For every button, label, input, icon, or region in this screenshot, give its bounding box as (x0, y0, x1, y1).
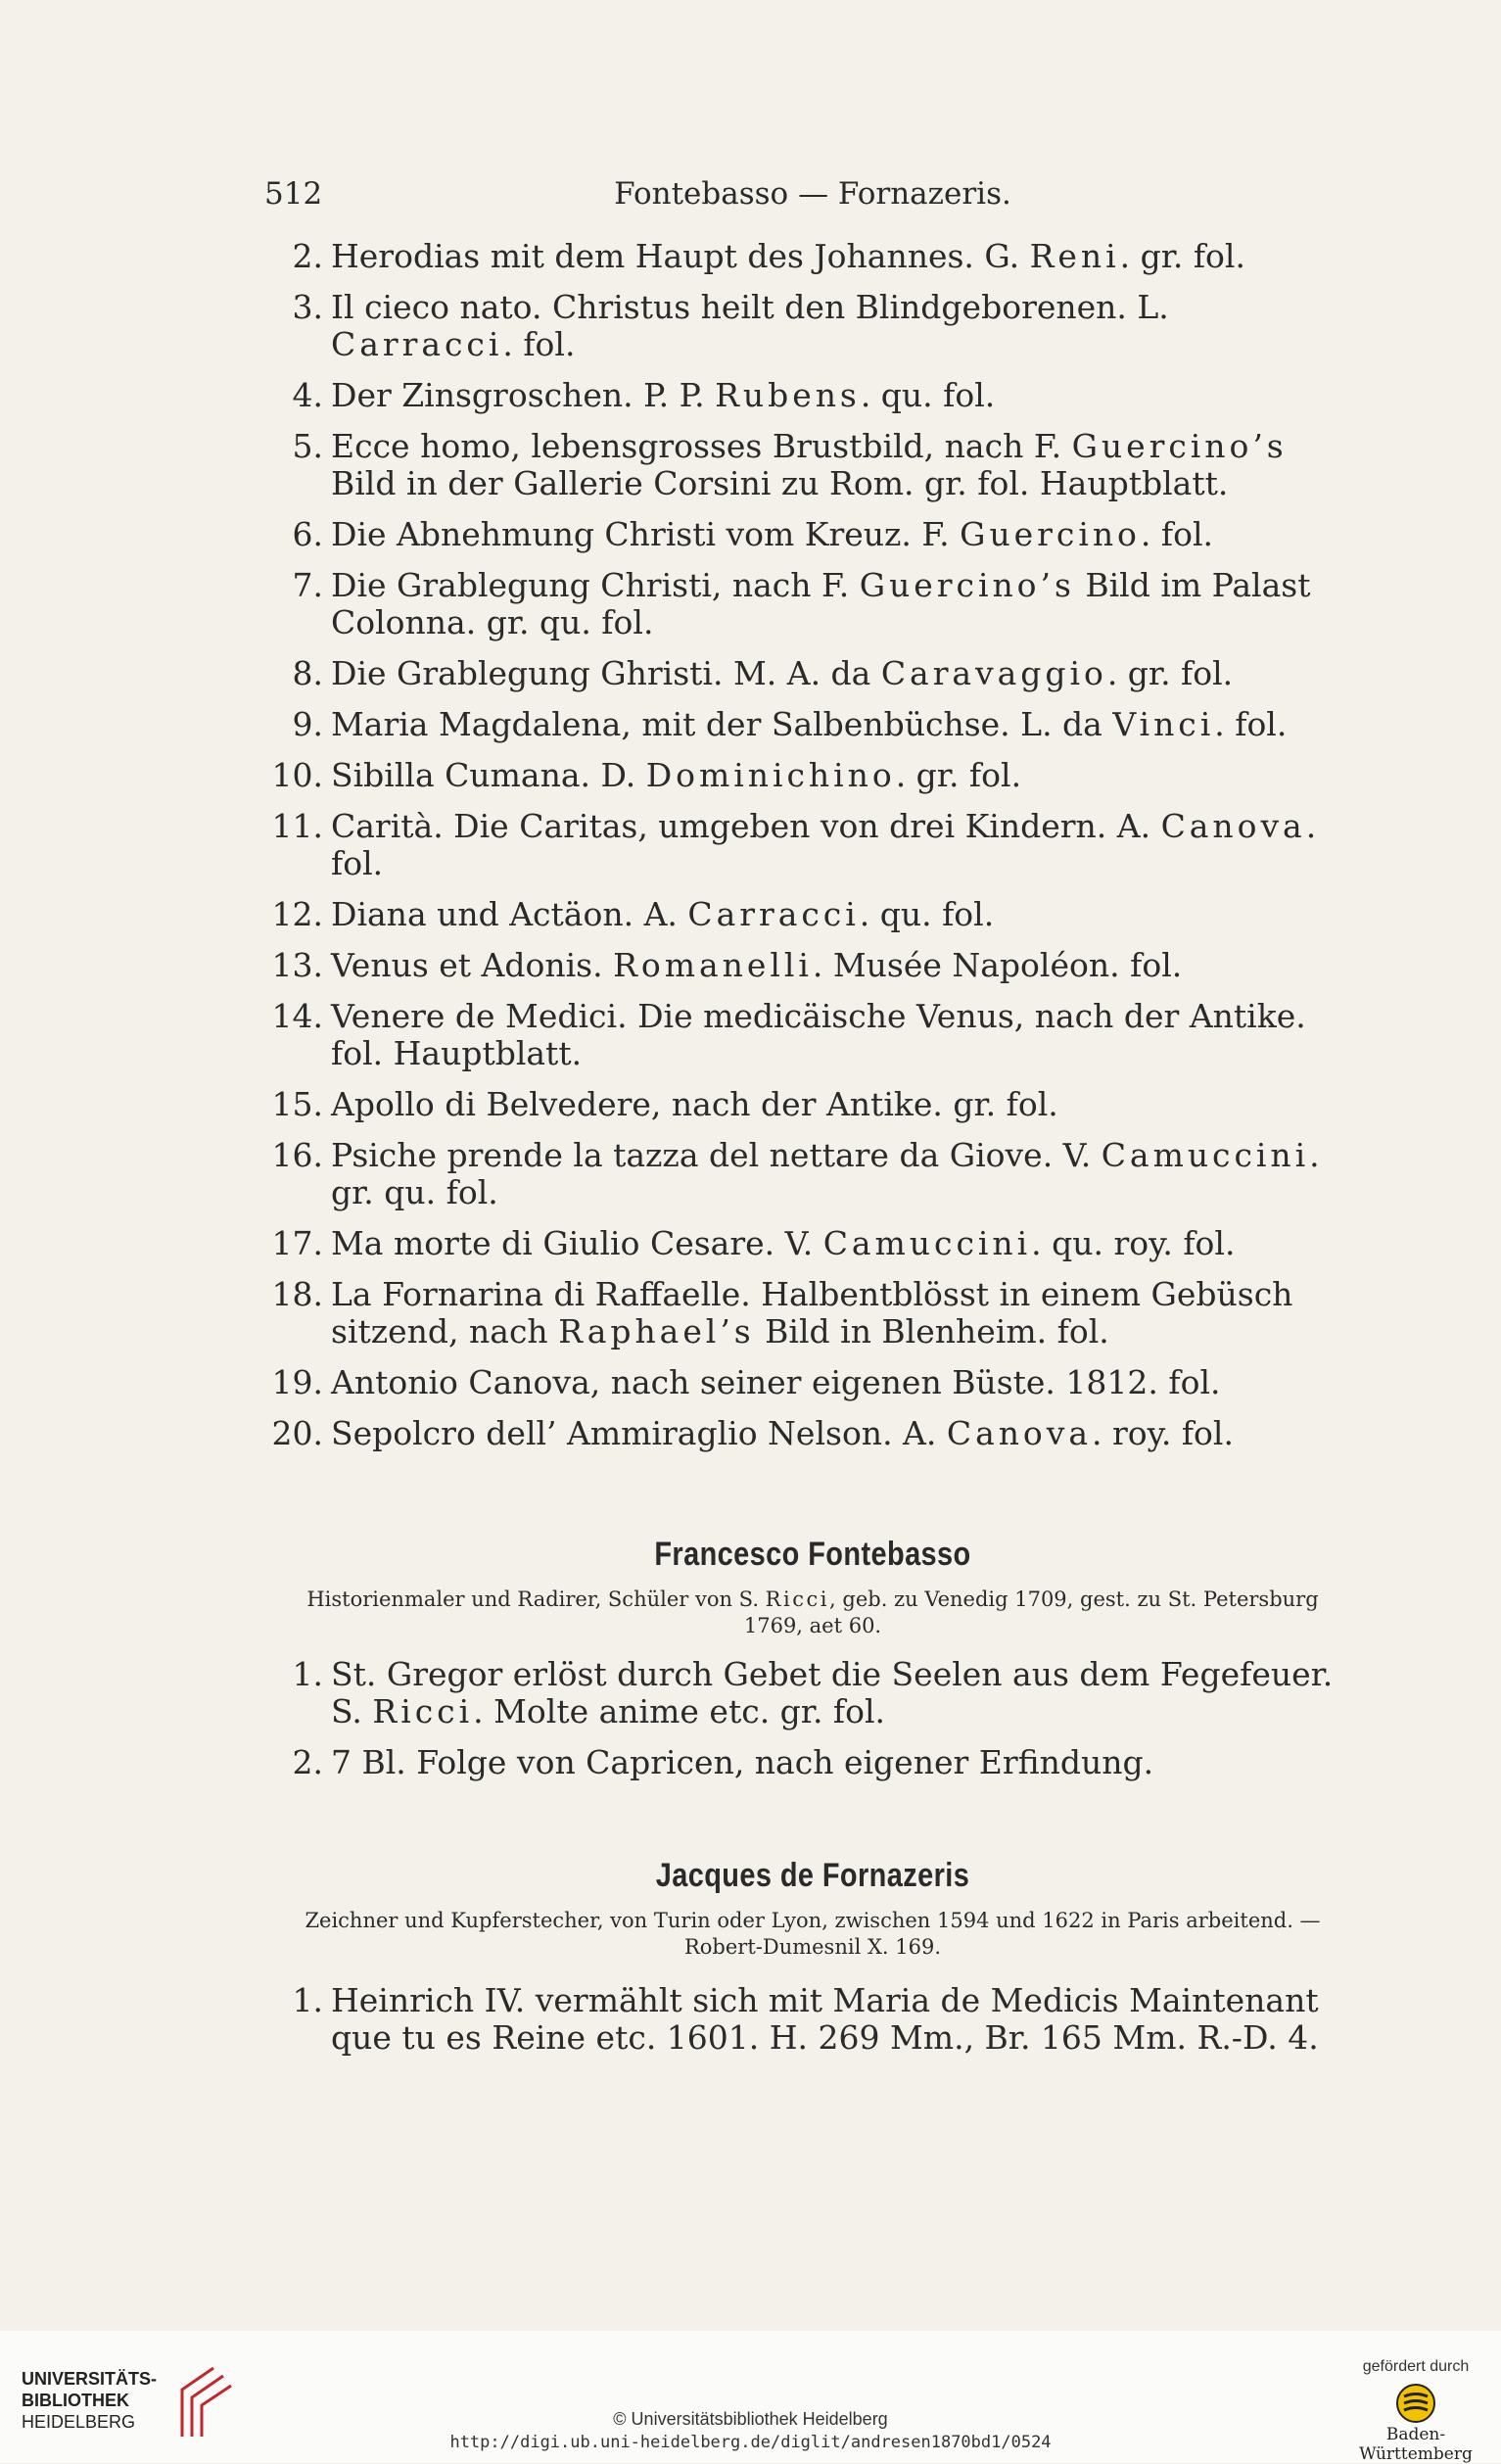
funder-name: Baden-Württemberg (1359, 2425, 1473, 2464)
entry-text: La Fornarina di Raffaelle. Halbentblösst in einem Gebüsch sitzend, nach (331, 1275, 1293, 1350)
catalogue-entry (264, 655, 1361, 692)
entry-number: 10. (271, 756, 323, 794)
entry-text: Psiche prende la tazza del nettare da Giove. V. (331, 1136, 1102, 1174)
entry-description (331, 896, 1361, 933)
entry-text: . fol. (1214, 705, 1288, 743)
artist-name: Guercino’s (1071, 427, 1288, 465)
catalogue-entry (264, 757, 1361, 794)
entry-description (331, 1225, 1361, 1262)
entry-number: 16. (271, 1136, 323, 1174)
entry-description (331, 1656, 1361, 1730)
library-name-line1: UNIVERSITÄTS- (22, 2369, 158, 2389)
entry-text: Zeichner und Kupferstecher, von Turin oder Lyon, zwischen 1594 und 1622 in Paris arbeitend. — Robert-Dumesnil X. 169. (305, 1909, 1321, 1959)
artist-name: Guercino’s (859, 566, 1075, 604)
entry-text: Bild im Palast Colonna. gr. qu. fol. (331, 566, 1311, 641)
artist-name: Ricci (372, 1692, 474, 1730)
entry-text: Ma morte di Giulio Cesare. V. (331, 1224, 823, 1262)
catalogue-list-fornazeris (264, 1982, 1361, 2070)
artist-name: Raphael’s (558, 1312, 755, 1350)
entry-number: 18. (271, 1275, 323, 1313)
entry-number: 15. (271, 1085, 323, 1123)
artist-name: Camuccini (822, 1224, 1032, 1262)
page-title: Fontebasso — Fornazeris. (614, 176, 1011, 212)
catalogue-entry (264, 896, 1361, 933)
entry-description (331, 706, 1361, 743)
funded-by-label: gefördert durch (1362, 2358, 1470, 2375)
entry-description (331, 1137, 1361, 1211)
entry-description (331, 947, 1361, 984)
entry-description (331, 757, 1361, 794)
catalogue-entry (264, 238, 1361, 275)
catalogue-entry (264, 1364, 1361, 1401)
artist-name: Carracci (687, 895, 860, 933)
entry-text: Ecce homo, lebensgrosses Brustbild, nach F. (331, 427, 1072, 465)
artist-name: Caravaggio (880, 654, 1107, 692)
catalogue-list-fontebasso (264, 1656, 1361, 1795)
entry-text: Der Zinsgroschen. P. P. (331, 376, 716, 414)
entry-text: . gr. qu. fol. (331, 1136, 1320, 1211)
entry-number: 11. (271, 807, 323, 845)
entry-text: . Musée Napoléon. fol. (812, 946, 1183, 984)
catalogue-entry (264, 706, 1361, 743)
entry-description (331, 428, 1361, 502)
entry-description (331, 655, 1361, 692)
catalogue-entry (264, 428, 1361, 502)
entry-description (331, 516, 1361, 553)
entry-number: 7. (292, 566, 323, 604)
entry-text: . roy. fol. (1091, 1414, 1234, 1452)
entry-description (331, 808, 1361, 882)
catalogue-entry (264, 1086, 1361, 1123)
catalogue-entry (264, 1982, 1361, 2057)
entry-text: Sepolcro dell’ Ammiraglio Nelson. A. (331, 1414, 947, 1452)
entry-number: 8. (292, 654, 323, 692)
entry-description (331, 238, 1361, 275)
entry-description (331, 567, 1361, 641)
entry-text: . qu. fol. (860, 376, 996, 414)
library-name-line2: BIBLIOTHEK (22, 2391, 129, 2410)
entry-text: Maria Magdalena, mit der Salbenbüchse. L. da (331, 705, 1113, 743)
entry-text: Die Grablegung Christi, nach F. (331, 566, 860, 604)
entry-text: Die Grablegung Ghristi. M. A. da (331, 654, 881, 692)
catalogue-entry (264, 808, 1361, 882)
catalogue-entry (264, 1225, 1361, 1262)
entry-number: 1. (292, 1655, 323, 1693)
catalogue-list (264, 238, 1361, 1466)
section-title-fontebasso: Francesco Fontebasso (654, 1536, 971, 1573)
entry-number: 2. (292, 237, 323, 275)
artist-name: Canova (1160, 807, 1306, 845)
entry-text: . qu. fol. (859, 895, 995, 933)
entry-description (331, 1086, 1361, 1123)
entry-number: 6. (292, 515, 323, 553)
section-bio-fontebasso (284, 1587, 1341, 1639)
entry-description (331, 289, 1361, 363)
entry-description (331, 1415, 1361, 1452)
entry-text: Sibilla Cumana. D. (331, 756, 646, 794)
entry-text: Bild in der Gallerie Corsini zu Rom. gr. fol. Hauptblatt. (331, 464, 1229, 502)
entry-text: St. Gregor erlöst durch Gebet die Seelen aus dem Fegefeuer. S. (331, 1655, 1334, 1730)
entry-text: . qu. roy. fol. (1031, 1224, 1236, 1262)
artist-name: Camuccini (1101, 1136, 1310, 1174)
entry-description (331, 1276, 1361, 1350)
artist-name: Ricci (765, 1587, 830, 1611)
catalogue-entry (264, 1276, 1361, 1350)
artist-name: Vinci (1112, 705, 1215, 743)
digitization-footer (0, 2331, 1501, 2463)
library-name-line3: HEIDELBERG (22, 2412, 136, 2432)
artist-name: Guercino (960, 515, 1141, 553)
catalogue-entry (264, 947, 1361, 984)
catalogue-entry (264, 998, 1361, 1072)
entry-number: 14. (271, 997, 323, 1035)
entry-text: Il cieco nato. Christus heilt den Blindgeborenen. L. (331, 288, 1169, 326)
entry-text: Heinrich IV. vermählt sich mit Maria de Medicis Maintenant que tu es Reine etc. 1601. H. 269 Mm., Br. 165 Mm. R.-D. 4. (331, 1981, 1319, 2057)
entry-description (331, 1364, 1361, 1401)
entry-text: Venus et Adonis. (331, 946, 614, 984)
entry-number: 17. (271, 1224, 323, 1262)
catalogue-entry (264, 1744, 1361, 1781)
entry-text: . fol. (331, 807, 1317, 882)
entry-number: 13. (271, 946, 323, 984)
entry-text: . gr. fol. (895, 756, 1022, 794)
entry-text: Carità. Die Caritas, umgeben von drei Kindern. A. (331, 807, 1161, 845)
entry-text: . gr. fol. (1106, 654, 1234, 692)
entry-number: 1. (292, 1981, 323, 2019)
entry-description (331, 1982, 1361, 2057)
running-head (264, 172, 1361, 215)
entry-number: 9. (292, 705, 323, 743)
entry-text: . fol. (502, 325, 576, 363)
entry-text: Historienmaler und Radirer, Schüler von S. (306, 1587, 766, 1611)
entry-text: Diana und Actäon. A. (331, 895, 688, 933)
state-crest-icon (1394, 2382, 1437, 2425)
entry-text: . fol. (1140, 515, 1213, 553)
section-title-fornazeris: Jacques de Fornazeris (655, 1857, 970, 1894)
entry-description (331, 998, 1361, 1072)
entry-text: Bild in Blenheim. fol. (754, 1312, 1109, 1350)
entry-text: Venere de Medici. Die medicäische Venus, nach der Antike. fol. Hauptblatt. (331, 997, 1306, 1072)
entry-text: 7 Bl. Folge von Capricen, nach eigener Erfindung. (331, 1743, 1154, 1781)
entry-number: 20. (271, 1414, 323, 1452)
entry-number: 2. (292, 1743, 323, 1781)
catalogue-entry (264, 1137, 1361, 1211)
entry-description (331, 377, 1361, 414)
catalogue-entry (264, 1656, 1361, 1730)
entry-text: Die Abnehmung Christi vom Kreuz. F. (331, 515, 961, 553)
artist-name: Canova (946, 1414, 1092, 1452)
copyright-notice: © Universitätsbibliothek Heidelberg (613, 2409, 888, 2429)
entry-text: Apollo di Belvedere, nach der Antike. gr. fol. (331, 1085, 1058, 1123)
catalogue-entry (264, 377, 1361, 414)
catalogue-entry (264, 516, 1361, 553)
entry-text: . Molte anime etc. gr. fol. (473, 1692, 886, 1730)
artist-name: Dominichino (645, 756, 896, 794)
entry-text: , geb. zu Venedig 1709, gest. zu St. Petersburg 1769, aet 60. (743, 1587, 1319, 1637)
section-bio-fornazeris (284, 1908, 1341, 1961)
catalogue-entry (264, 289, 1361, 363)
entry-number: 12. (271, 895, 323, 933)
entry-text: Antonio Canova, nach seiner eigenen Büste. 1812. fol. (331, 1363, 1221, 1401)
page-number: 512 (264, 176, 323, 212)
entry-number: 4. (292, 376, 323, 414)
funder-block (1352, 2358, 1479, 2464)
artist-name: Carracci (331, 325, 503, 363)
entry-number: 19. (271, 1363, 323, 1401)
artist-name: Romanelli (613, 946, 813, 984)
permalink[interactable]: http://digi.ub.uni-heidelberg.de/diglit/andresen1870bd1/0524 (449, 2433, 1052, 2452)
entry-description (331, 1744, 1361, 1781)
entry-text: Herodias mit dem Haupt des Johannes. G. (331, 237, 1030, 275)
artist-name: Reni (1029, 237, 1120, 275)
catalogue-entry (264, 1415, 1361, 1452)
entry-text: . gr. fol. (1119, 237, 1245, 275)
catalogue-entry (264, 567, 1361, 641)
entry-number: 5. (292, 427, 323, 465)
artist-name: Rubens (715, 376, 861, 414)
entry-number: 3. (292, 288, 323, 326)
